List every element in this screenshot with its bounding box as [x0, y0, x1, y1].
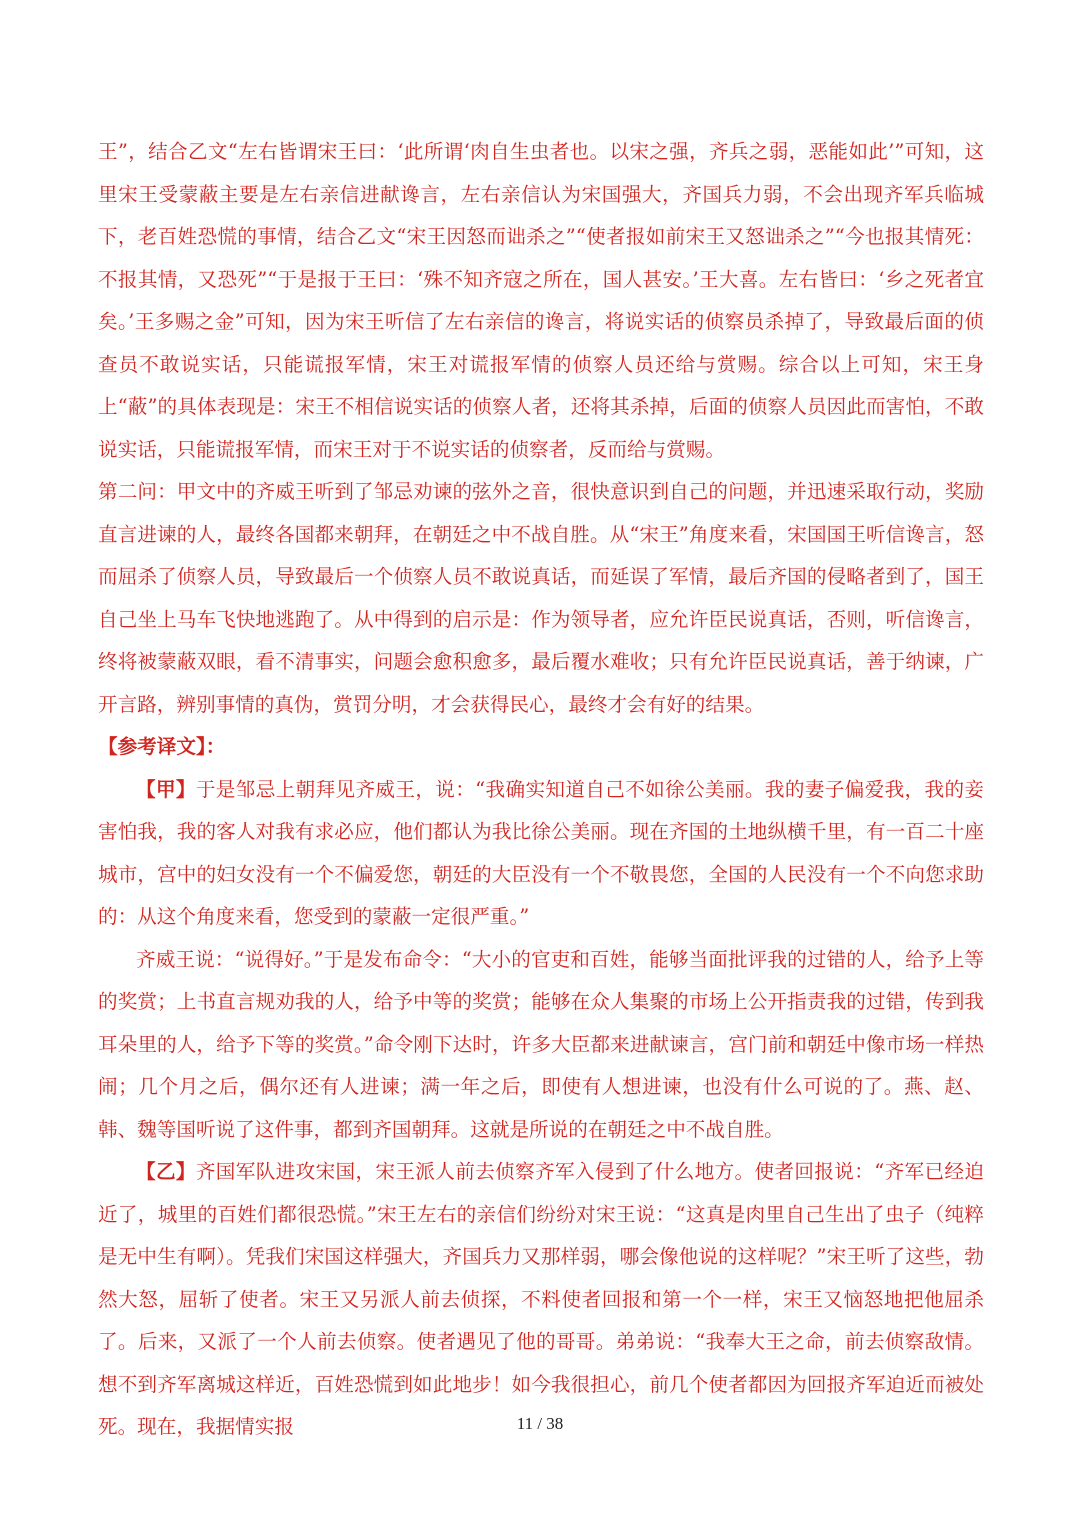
translation-yi	[98, 1151, 984, 1449]
translation-jia	[98, 769, 984, 939]
translation-jia-continued: 齐威王说：“说得好。”于是发布命令：“大小的官吏和百姓，能够当面批评我的过错的人，给予上等的奖赏；上书直言规劝我的人，给予中等的奖赏；能够在众人集聚的市场上公开指责我的过错，传到我耳朵里的人，给予下等的奖赏。”命令刚下达时，许多大臣都来进献谏言，宫门前和朝廷中像市场一样热闹；几个月之后，偶尔还有人进谏；满一年之后，即使有人想进谏，也没有什么可说的了。燕、赵、韩、魏等国听说了这件事，都到齐国朝拜。这就是所说的在朝廷之中不战自胜。	[98, 947, 984, 1141]
jia-text: 于是邹忌上朝拜见齐威王，说：“我确实知道自己不如徐公美丽。我的妻子偏爱我，我的妾害怕我，我的客人对我有求必应，他们都认为我比徐公美丽。现在齐国的土地纵横千里，有一百二十座城市，宫中的妇女没有一个不偏爱您，朝廷的大臣没有一个不敬畏您，全国的人民没有一个不向您求助的：从这个角度来看，您受到的蒙蔽一定很严重。”	[98, 777, 984, 928]
body-text	[98, 131, 984, 1449]
jia-label: 【甲】	[136, 777, 196, 801]
translation-heading: 【参考译文】：	[98, 735, 226, 758]
yi-text: 齐国军队进攻宋国，宋王派人前去侦察齐军入侵到了什么地方。使者回报说：“齐军已经迫近了，城里的百姓们都很恐慌。”宋王左右的亲信们纷纷对宋王说：“这真是肉里自己生出了虫子（纯粹是无中生有啊）。凭我们宋国这样强大，齐国兵力又那样弱，哪会像他说的这样呢？”宋王听了这些，勃然大怒，屈斩了使者。宋王又另派人前去侦探，不料使者回报和第一个一样，宋王又恼怒地把他屈杀了。后来，又派了一个人前去侦察。使者遇见了他的哥哥。弟弟说：“我奉大王之命，前去侦察敌情。想不到齐军离城这样近，百姓恐慌到如此地步！如今我很担心，前几个使者都因为回报齐军迫近而被处死。现在，我据情实报	[98, 1160, 984, 1438]
page-number: 11 / 38	[516, 1414, 564, 1433]
answer-paragraph-1: 王”，结合乙文“左右皆谓宋王曰：‘此所谓‘肉自生虫者也。以宋之强，齐兵之弱，恶能如此’”可知，这里宋王受蒙蔽主要是左右亲信进献谗言，左右亲信认为宋国强大，齐国兵力弱，不会出现齐军兵临城下，老百姓恐慌的事情，结合乙文“宋王因怒而诎杀之”“使者报如前宋王又怒诎杀之”“今也报其情死：不报其情，又恐死”“于是报于王曰：‘殊不知齐寇之所在，国人甚安。’王大喜。左右皆曰：‘乡之死者宜矣。’王多赐之金”可知，因为宋王听信了左右亲信的谗言，将说实话的侦察员杀掉了，导致最后面的侦查员不敢说实话，只能谎报军情，宋王对谎报军情的侦察人员还给与赏赐。综合以上可知，宋王身上“蔽”的具体表现是：宋王不相信说实话的侦察人者，还将其杀掉，后面的侦察人员因此而害怕，不敢说实话，只能谎报军情，而宋王对于不说实话的侦察者，反而给与赏赐。	[98, 140, 984, 461]
yi-label: 【乙】	[136, 1160, 196, 1183]
answer-paragraph-2: 第二问：甲文中的齐威王听到了邹忌劝谏的弦外之音，很快意识到自己的问题，并迅速采取行动，奖励直言进谏的人，最终各国都来朝拜，在朝廷之中不战自胜。从“宋王”角度来看，宋国国王听信谗言，怒而屈杀了侦察人员，导致最后一个侦察人员不敢说真话，而延误了军情，最后齐国的侵略者到了，国王自己坐上马车飞快地逃跑了。从中得到的启示是：作为领导者，应允许臣民说真话，否则，听信谗言，终将被蒙蔽双眼，看不清事实，问题会愈积愈多，最后覆水难收；只有允许臣民说真话，善于纳谏，广开言路，辨别事情的真伪，赏罚分明，才会获得民心，最终才会有好的结果。	[98, 480, 984, 716]
